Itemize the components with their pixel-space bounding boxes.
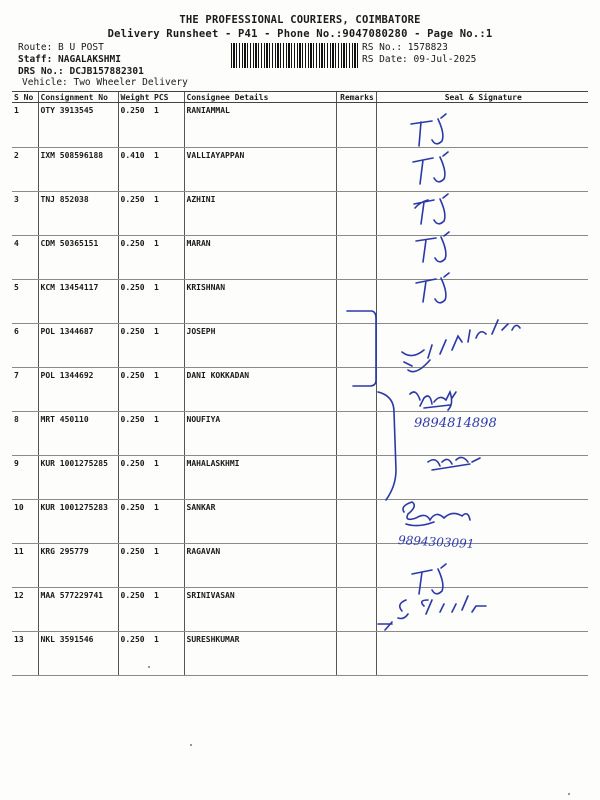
cell-weight: 0.250 — [118, 500, 152, 544]
staff-label: Staff: NAGALAKSHMI — [18, 54, 121, 65]
cell-weight: 0.250 — [118, 412, 152, 456]
cell-sno: 3 — [12, 192, 38, 236]
col-seal-signature: Seal & Signature — [376, 92, 588, 103]
signature-row-3 — [414, 194, 448, 224]
cell-pcs: 1 — [152, 324, 184, 368]
cell-consignment-no: CDM 50365151 — [38, 236, 118, 280]
cell-weight: 0.250 — [118, 368, 152, 412]
cell-consignee: SRINIVASAN — [184, 588, 336, 632]
cell-consignee: RAGAVAN — [184, 544, 336, 588]
cell-sno: 1 — [12, 103, 38, 148]
cell-consignee: JOSEPH — [184, 324, 336, 368]
cell-consignee: DANI KOKKADAN — [184, 368, 336, 412]
cell-sno: 10 — [12, 500, 38, 544]
col-consignee: Consignee Details — [184, 92, 336, 103]
cell-consignment-no: KUR 1001275285 — [38, 456, 118, 500]
scan-speck — [568, 793, 570, 795]
cell-consignment-no: POL 1344692 — [38, 368, 118, 412]
signature-row-2 — [413, 152, 448, 184]
cell-consignment-no: POL 1344687 — [38, 324, 118, 368]
signature-row-13 — [378, 596, 486, 630]
cell-weight: 0.250 — [118, 280, 152, 324]
scan-speck — [190, 744, 192, 746]
signature-row-11 — [403, 502, 470, 526]
handwritten-phone-2: 9894303091 — [397, 533, 475, 551]
rs-number: RS No.: 1578823 — [362, 42, 448, 53]
cell-consignment-no: MAA 577229741 — [38, 588, 118, 632]
cell-consignee: KRISHNAN — [184, 280, 336, 324]
bracket-rows-6-7 — [347, 311, 376, 386]
cell-sno: 9 — [12, 456, 38, 500]
cell-consignment-no: KUR 1001275283 — [38, 500, 118, 544]
handwritten-phone-1: 9894814898 — [414, 416, 497, 431]
cell-consignee: NOUFIYA — [184, 412, 336, 456]
signature-row-12 — [412, 564, 446, 594]
cell-sno: 2 — [12, 148, 38, 192]
cell-consignee: SURESHKUMAR — [184, 632, 336, 676]
route-label: Route: B U POST — [18, 42, 104, 53]
cell-pcs: 1 — [152, 456, 184, 500]
signature-row-1 — [411, 114, 446, 146]
scan-speck — [148, 666, 150, 668]
col-weight: Weight — [118, 92, 152, 103]
rs-date: RS Date: 09-Jul-2025 — [362, 54, 477, 65]
cell-pcs: 1 — [152, 368, 184, 412]
cell-consignment-no: OTY 3913545 — [38, 103, 118, 148]
signature-rows-6-7 — [402, 320, 520, 372]
cell-pcs: 1 — [152, 236, 184, 280]
cell-consignment-no: TNJ 852038 — [38, 192, 118, 236]
cell-consignee: RANIAMMAL — [184, 103, 336, 148]
cell-sno: 11 — [12, 544, 38, 588]
cell-consignee: AZHINI — [184, 192, 336, 236]
col-remarks: Remarks — [336, 92, 376, 103]
cell-pcs: 1 — [152, 588, 184, 632]
signature-row-10 — [428, 457, 480, 470]
cell-pcs: 1 — [152, 412, 184, 456]
cell-weight: 0.250 — [118, 324, 152, 368]
cell-pcs: 1 — [152, 500, 184, 544]
vehicle-label: Vehicle: Two Wheeler Delivery — [22, 77, 188, 88]
signature-row-5 — [416, 273, 449, 303]
cell-consignment-no: KRG 295779 — [38, 544, 118, 588]
signature-row-4 — [416, 232, 449, 262]
cell-weight: 0.250 — [118, 588, 152, 632]
cell-pcs: 1 — [152, 544, 184, 588]
cell-consignment-no: MRT 450110 — [38, 412, 118, 456]
cell-consignment-no: IXM 508596188 — [38, 148, 118, 192]
company-title: THE PROFESSIONAL COURIERS, COIMBATORE — [179, 14, 421, 26]
cell-consignee: SANKAR — [184, 500, 336, 544]
signature-row-8 — [410, 392, 456, 410]
runsheet-subtitle: Delivery Runsheet - P41 - Phone No.:9047080280 - Page No.:1 — [107, 28, 493, 40]
cell-sno: 4 — [12, 236, 38, 280]
cell-sno: 7 — [12, 368, 38, 412]
cell-pcs: 1 — [152, 148, 184, 192]
drs-number: DRS No.: DCJB157882301 — [18, 66, 144, 77]
cell-sno: 13 — [12, 632, 38, 676]
cell-weight: 0.250 — [118, 456, 152, 500]
cell-pcs: 1 — [152, 192, 184, 236]
cell-pcs: 1 — [152, 280, 184, 324]
cell-weight: 0.250 — [118, 632, 152, 676]
cell-weight: 0.250 — [118, 103, 152, 148]
cell-pcs: 1 — [152, 103, 184, 148]
col-pcs: PCS — [152, 92, 184, 103]
cell-weight: 0.410 — [118, 148, 152, 192]
bracket-rows-8-10 — [378, 392, 396, 500]
cell-sno: 12 — [12, 588, 38, 632]
cell-consignee: VALLIAYAPPAN — [184, 148, 336, 192]
cell-pcs: 1 — [152, 632, 184, 676]
cell-consignment-no: NKL 3591546 — [38, 632, 118, 676]
cell-sno: 8 — [12, 412, 38, 456]
cell-consignee: MAHALASKHMI — [184, 456, 336, 500]
col-sno: S No — [12, 92, 38, 103]
cell-consignment-no: KCM 13454117 — [38, 280, 118, 324]
cell-consignee: MARAN — [184, 236, 336, 280]
cell-weight: 0.250 — [118, 192, 152, 236]
cell-sno: 6 — [12, 324, 38, 368]
cell-weight: 0.250 — [118, 236, 152, 280]
cell-sno: 5 — [12, 280, 38, 324]
col-consignment: Consignment No — [38, 92, 118, 103]
cell-weight: 0.250 — [118, 544, 152, 588]
